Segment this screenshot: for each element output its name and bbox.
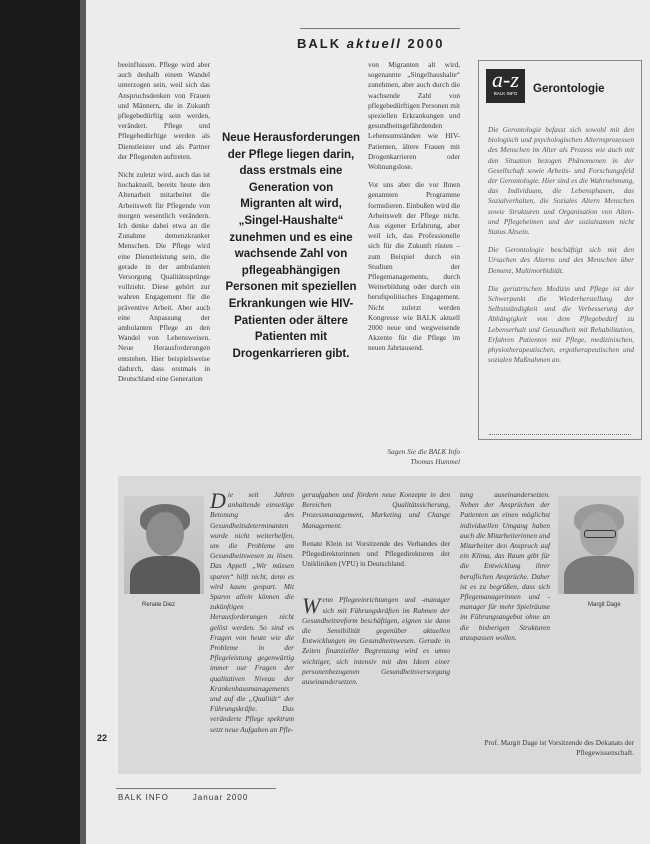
article-column-1 <box>118 60 210 392</box>
col2-paragraph-1: von Migranten alt wird, sogenannte „Singelhaushalte“ zunehmen, aber auch durch die wachsende Zahl von pflegebedürftigen Personen mit speziellen Erkrankungen und gesundheitsgefährdenden Lebensumständen wie HIV-Patienten, ältere Frauen mit Drogenkarrieren oder Wohnungslose. <box>368 60 460 172</box>
col2-paragraph-2: Vor uns aber die vor Ihnen genannten Programme formulieren. Einbußen wird die Arbeitswelt der Pflege nicht. Aus eigener Erfahrung, aber weil ich, das Professionelle sich für die Zukunft rüsten – zum Beispiel durch ein Studium der Pflegemanagements, durch Weiterbildung oder durch ein berufspolitisches Engagement. Nicht zuletzt werden Kongresse wie BALK aktuell 2000 neue und wegweisende Akzente für die Pflege im neuen Jahrtausend. <box>368 180 460 353</box>
pull-quote: Neue Herausforderungen der Pflege liegen darin, dass erstmals eine Generation von Migranten alt wird, „Singel-Haushalte“ zunehmen und es eine wachsende Zahl von pflegeabhängigen Personen mit speziellen Erkrankungen wie HIV-Patienten oder ältere Patienten mit Drogenkarrieren gibt. <box>220 130 362 362</box>
sidebar-dotted-rule <box>489 434 631 435</box>
col3-text: tung auseinandersetzen. Neben der Ansprüchen der Patienten an einen möglichst individuellen Umgang haben auch die Mitarbeiterinnen und Mitarbeiter den Anspruch auf ein Klima, das Raum gibt für die Entwicklung ihrer beruflichen Ansprüche. Daher ist es zu begrüßen, dass sich Pflegemanagerinnen und -manager für mehr Spielräume im Führungsangebot ohne an die bisherigen Strukturen anzupassen wollen. <box>460 490 550 642</box>
magazine-header <box>297 36 444 51</box>
sidebar-body <box>488 125 634 373</box>
footer-brand: BALK INFO <box>118 793 169 802</box>
signature-line-1: Sagen Sie die BALK Info <box>387 447 460 456</box>
portrait-shoulders <box>564 556 634 594</box>
caption-left: Renate Diez <box>142 602 176 608</box>
glossary-sidebar <box>478 60 642 440</box>
col2-author-note: Renate Klein ist Vorsitzende des Verbandes der Pflegedirektorinnen und Pflegedirektoren der Unikliniken (VPU) in Deutschland. <box>302 538 450 569</box>
az-logo-letters: a-z <box>492 67 519 92</box>
col1-paragraph-1: beeinflussen. Pflege wird aber auch deshalb einem Wandel unterzogen sein, weil sich das Anspruchsdenken von Frauen und Männern, die in Zukunft pflegebedürftig sein werden, verändert. Pflege und Pflegebedürftige werden als Dienstleister und als Partner der Pflegenden auftreten. <box>118 60 210 161</box>
portrait-glasses <box>584 530 616 538</box>
col3-author-note: Prof. Margit Dage ist Vorsitzende des Dekanats der Pflegewissenschaft. <box>484 738 634 758</box>
signature-author: Thomas Hummel <box>410 457 460 466</box>
col1-paragraph-2: Nicht zuletzt wird, auch das ist hochaktuell, bereits heute den Altenarbeit mitarbeitet die Arbeitswelt für Pflegende von morgen wesentlich verändern. Ich denke dabei etwa an die Zunahme demenzkranker Menschen. Die Pflege wird eine Dienstleistung sein, die gerade in der ambulanten Versorgung Qualitätssprünge vollzieht. Diese gehört zur wahren Engagement für die präventive Arbeit. Aber auch eine Anpassung der ambulanten Pflege an den Wandel von Lebensweisen. Neue Herausforderungen entstehen. Hier beispielsweise dadurch, dass erstmals in Deutschland eine Generation <box>118 170 210 384</box>
col2-text: geraufgaben und fördern neue Konzepte in den Bereichen Qualitätssicherung, Prozessmanagement, Marketing und Change Management. <box>302 490 450 530</box>
az-logo <box>486 69 525 103</box>
dropcap-w: W <box>302 593 321 619</box>
footer-rule <box>116 788 276 789</box>
az-logo-subtitle: BALK INFO <box>493 91 518 96</box>
bottom-column-2 <box>302 490 450 695</box>
sidebar-paragraph-2: Die Gerontologie beschäftigt sich mit den Ursachen des Alterns und des Menschen über Demenz, Multimorbidität. <box>488 245 634 275</box>
footer-date: Januar 2000 <box>192 793 249 802</box>
header-year: 2000 <box>407 36 445 51</box>
col2-paragraph-3-text: enn Pflegeeinrichtungen und -manager sich mit Führungskräften im Rahmen der Gesundheitsreform beschäftigen, eignen sie dann die Sensibilität gegenüber aktuellen Entwicklungen im Gesundheitswesen. Gerade in Zeiten finanzieller Begrenzung wird es umso wichtiger, sich intensiv mit den Ideen einer personenbezogenen Gesundheitsversorgung auseinandersetzen. <box>302 595 450 687</box>
header-rule <box>300 28 460 29</box>
caption-right: Margit Dage <box>588 602 621 608</box>
header-brand: BALK <box>297 36 342 51</box>
sidebar-title: Gerontologie <box>533 83 605 95</box>
sidebar-paragraph-1: Die Gerontologie befasst sich sowohl mit den biologisch und psychologischen Alternsprozessen des Menschen im Alter als Prozess wie auch mit den Situation bezogen Phänomenen in der Gesellschaft sowie Arbeits- und Forschungsfeld der Gerontologie. Hier sind es die Wahrnehmung, das Individuum, die Lebensphasen, das Sozialverhalten, die Soziales Altern Menschen sowie Strukturen und Organisation von Alten- und Pflegeheimen und der sozialsamen nicht Status Altsein. <box>488 125 634 237</box>
col2-paragraph-3 <box>302 595 450 687</box>
scan-left-edge <box>0 0 86 844</box>
dropcap-d: D <box>210 488 226 513</box>
portrait-photo-right <box>558 496 638 594</box>
header-brand-italic: aktuell <box>346 36 402 51</box>
page-number: 22 <box>97 733 108 743</box>
col1-intro <box>210 488 294 734</box>
footer <box>118 793 248 802</box>
sidebar-paragraph-3: Die geriatrischen Medizin und Pflege ist der Schwerpunkt die Wiederherstellung der Selbstständigkeit und die Verbesserung der Abhängigkeit von dem Pflegebedarf zu Lebenserhalt und Gesundheit mit Rehabilitation, Erfahren Patienten mit Pflege, medizinischen, physiotherapeutischen, ergotherapeutischen und sozialen Maßnahmen an. <box>488 283 634 365</box>
col1-text: ie seit Jahren anhaltende einseitige Betonung des Gesundheitsdeterminanten wurde nicht weiterhelfen, um die Probleme am Gesundheitswesen zu lösen. Das Appell „Wir müssen sparen“ hilft nicht, denn es wird kaum gespart. Mit Sparen allein können die zukünftigen Herausforderungen nicht gelöst werden. So sind es Fragen von heute wie die Probleme in der Pflegeleistung gegenwärtig immer nur Fragen der qualitativen Niveau der Krankenhausmanagements und auf die „Qualität“ der Führungskräfte. Das veränderte Pflege spektrum setzt neue Aufgaben an Pfle- <box>210 490 294 734</box>
article-column-2 <box>368 60 460 362</box>
opinion-box <box>118 476 641 774</box>
bottom-column-3 <box>460 490 550 651</box>
signature <box>330 447 460 467</box>
